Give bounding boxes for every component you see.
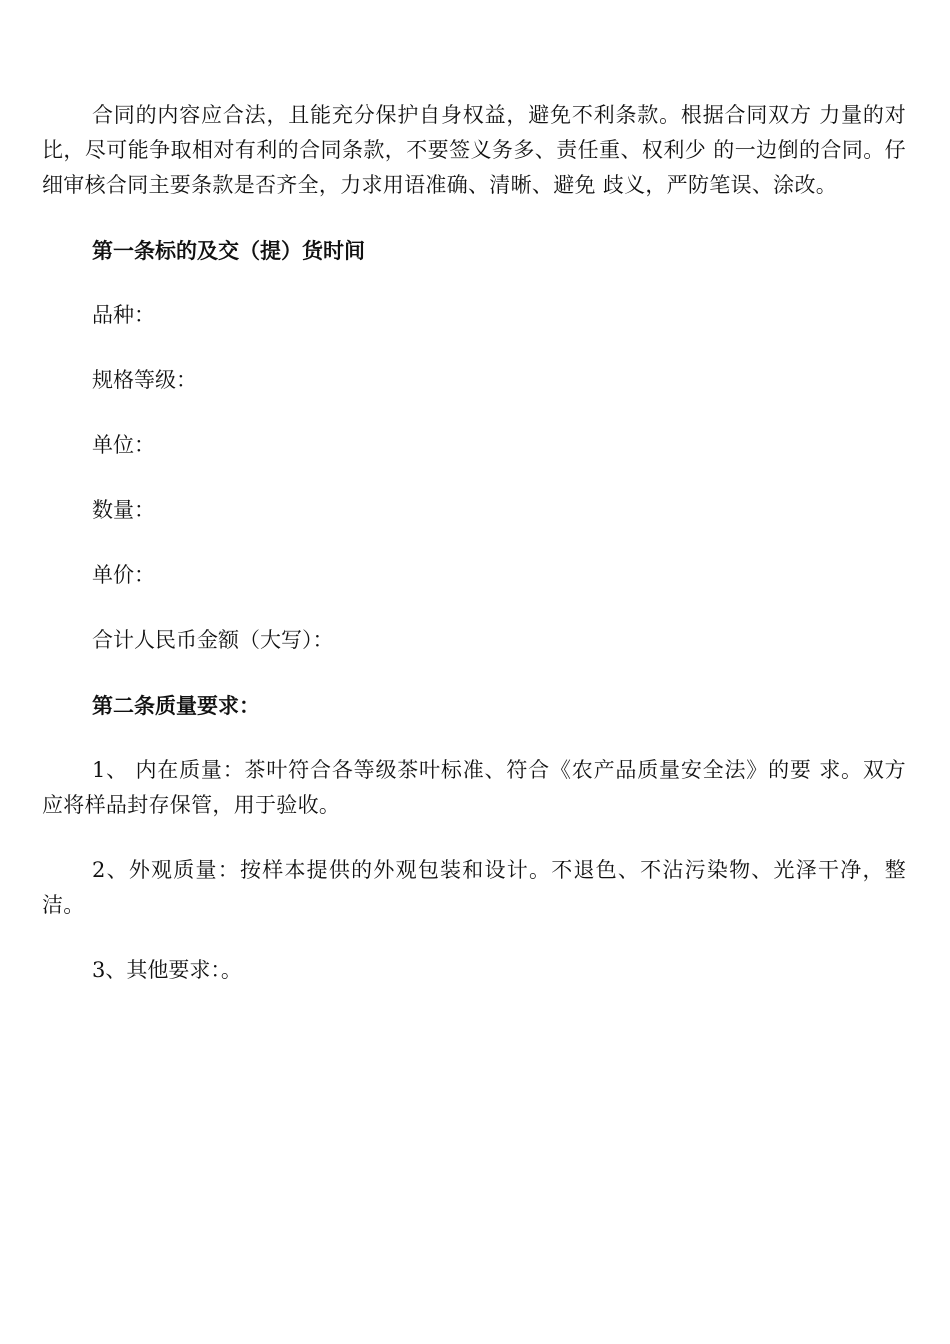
document-body — [42, 98, 906, 1018]
field-price: 单价： — [92, 563, 155, 587]
quality-item-1: 1、 内在质量：茶叶符合各等级茶叶标准、符合《农产品质量安全法》的要 求。双方应将样品封存保管，用于验收。 — [42, 758, 906, 817]
quality-item-2: 2、外观质量：按样本提供的外观包装和设计。不退色、不沾污染物、光泽干净，整洁。 — [42, 858, 906, 917]
field-spec: 规格等级： — [92, 368, 197, 392]
article-1-title: 第一条标的及交（提）货时间 — [92, 238, 365, 263]
field-quantity: 数量： — [92, 498, 155, 522]
quality-item-3: 3、其他要求：。 — [92, 958, 242, 982]
intro-paragraph: 合同的内容应合法，且能充分保护自身权益，避免不利条款。根据合同双方 力量的对比，尽可能争取相对有利的合同条款，不要签义务多、责任重、权利少 的一边倒的合同。仔细审核合同主要条款是否齐全，力求用语准确、清晰、避免 歧义，严防笔误、涂改。 — [42, 103, 906, 197]
article-2-title: 第二条质量要求： — [92, 693, 260, 718]
field-total: 合计人民币金额（大写）： — [92, 628, 334, 652]
field-unit: 单位： — [92, 433, 155, 457]
field-variety: 品种： — [92, 303, 155, 327]
